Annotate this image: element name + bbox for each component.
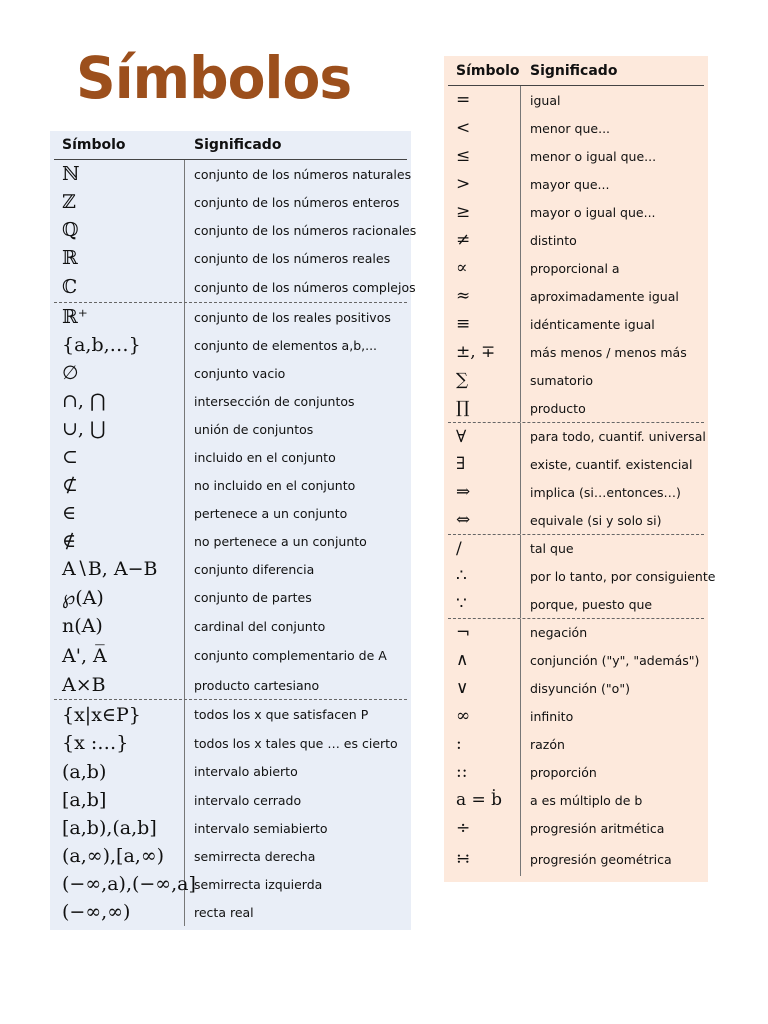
table-row [54,527,407,555]
table-row [54,415,407,443]
symbol-cell: ±, ∓ [448,338,521,366]
symbol-cell: ≡ [448,310,521,338]
table-header [54,131,407,160]
symbol-cell: ∏ [448,394,521,422]
table-row [54,387,407,415]
symbol-cell: ≈ [448,282,521,310]
table-row [448,590,704,618]
table-row [448,562,716,590]
table-row [448,478,704,506]
page-title: Símbolos [76,44,352,112]
meaning-cell: progresión geométrica [530,851,672,867]
table-header [448,56,704,86]
meaning-cell: conjunto diferencia [194,561,315,577]
meaning-cell: negación [530,625,588,640]
table-row [448,226,704,254]
table-row [54,671,407,699]
symbol-cell: ∀ [448,423,521,450]
table-row [54,331,407,359]
symbol-cell: (−∞,a),(−∞,a] [54,870,185,898]
symbol-cell: ∃ [448,450,521,478]
meaning-cell: aproximadamente igual [530,288,679,304]
meaning-cell: más menos / menos más [530,344,687,360]
symbol-cell: ℕ [54,160,185,188]
table-row [448,422,704,450]
symbol-cell: ≥ [448,198,521,226]
meaning-cell: semirrecta izquierda [194,876,323,892]
symbol-cell: ¬ [448,619,521,646]
table-row [448,450,704,478]
table-row [448,842,704,876]
table-row [448,814,704,842]
meaning-cell: existe, cuantif. existencial [530,456,693,472]
symbol-cell: ⇒ [448,478,521,506]
table-row [448,534,704,562]
table-row [448,786,704,814]
symbol-cell: ∪, ⋃ [54,415,185,443]
meaning-cell: incluido en el conjunto [194,449,336,465]
meaning-cell: equivale (si y solo si) [530,512,662,528]
symbol-cell: (−∞,∞) [54,898,185,926]
header-meaning: Significado [194,137,282,153]
symbol-cell: ∺ [448,842,521,876]
meaning-cell: distinto [530,232,577,248]
symbol-cell: / [448,535,521,562]
symbol-cell: ⊄ [54,471,185,499]
symbol-cell: ∉ [54,527,185,555]
symbol-cell: {x :…} [54,729,185,757]
symbol-cell: (a,b) [54,757,185,786]
meaning-cell: conjunto de los números enteros [194,194,400,210]
relations-symbols-table [444,56,716,882]
meaning-cell: infinito [530,708,574,724]
table-row [54,898,407,926]
table-row [54,583,407,612]
meaning-cell: conjunto de los números reales [194,250,391,266]
meaning-cell: progresión aritmética [530,820,665,836]
meaning-cell: disyunción ("o") [530,680,630,696]
symbol-cell: ∅ [54,359,185,387]
table-row [54,188,407,216]
meaning-cell: unión de conjuntos [194,421,314,437]
symbol-cell: > [448,170,521,198]
table-row [54,359,407,387]
meaning-cell: recta real [194,904,254,920]
symbol-cell: : [448,730,521,758]
meaning-cell: conjunto de partes [194,590,312,605]
symbol-cell: ∝ [448,254,521,282]
symbol-cell: [a,b] [54,786,185,814]
symbol-cell: {x|x∈P} [54,700,185,729]
symbol-cell: A×B [54,671,185,699]
meaning-cell: razón [530,736,565,752]
table-row [54,786,407,814]
meaning-cell: no pertenece a un conjunto [194,533,367,549]
symbol-cell: ℘(A) [54,583,185,612]
table-row [54,729,407,757]
symbol-cell: ≠ [448,226,521,254]
table-row [448,338,704,366]
table-row [54,160,412,188]
table-row [448,142,704,170]
table-row [448,702,704,730]
symbol-cell: ⇔ [448,506,521,534]
meaning-cell: cardinal del conjunto [194,618,326,634]
meaning-cell: intervalo semiabierto [194,820,328,836]
symbol-cell: ∞ [448,702,521,730]
header-symbol: Símbolo [62,137,126,153]
meaning-cell: mayor o igual que... [530,204,656,220]
table-row [448,282,704,310]
table-row [448,618,704,646]
table-row [54,302,407,331]
sets-symbols-table [50,131,417,930]
symbol-cell: ℝ [54,244,185,272]
meaning-cell: por lo tanto, por consiguiente [530,568,716,584]
table-row [448,758,704,786]
header-meaning: Significado [530,63,618,79]
meaning-cell: porque, puesto que [530,596,653,612]
symbol-cell: < [448,114,521,142]
meaning-cell: intersección de conjuntos [194,393,355,409]
table-row [54,612,407,640]
symbol-cell: ∧ [448,646,521,674]
symbol-cell: [a,b),(a,b] [54,814,185,842]
table-row [54,244,407,272]
symbol-cell: ℂ [54,272,185,302]
symbol-cell: ℚ [54,216,185,244]
table-row [54,870,407,898]
meaning-cell: mayor que... [530,176,610,192]
table-row [448,114,704,142]
table-row [448,730,704,758]
symbol-cell: ∩, ⋂ [54,387,185,415]
table-row [54,555,407,583]
table-row [54,640,407,671]
table-body [50,160,417,926]
meaning-cell: conjunto de los números naturales [194,166,412,182]
table-row [54,471,407,499]
table-row [54,842,407,870]
table-row [448,198,704,226]
symbol-cell: ≤ [448,142,521,170]
symbol-cell: ∴ [448,562,521,590]
table-row [54,443,407,471]
meaning-cell: conjunto de los números complejos [194,279,416,295]
symbol-cell: :: [448,758,521,786]
meaning-cell: conjunto de elementos a,b,... [194,337,378,353]
meaning-cell: todos los x tales que … es cierto [194,735,398,751]
symbol-cell: = [448,86,521,114]
meaning-cell: producto [530,400,586,416]
table-row [448,674,704,702]
symbol-cell: ∈ [54,499,185,527]
symbol-cell: n(A) [54,612,185,640]
meaning-cell: conjunto complementario de A [194,648,387,663]
meaning-cell: a es múltiplo de b [530,792,643,808]
symbol-cell: ∑ [448,366,521,394]
table-row [54,272,416,302]
meaning-cell: conjunto de los números racionales [194,222,417,238]
meaning-cell: proporcional a [530,260,620,276]
symbol-cell: ∨ [448,674,521,702]
table-row [54,814,407,842]
table-row [448,366,704,394]
table-row [54,757,407,786]
table-row [448,86,704,114]
meaning-cell: conjunto vacio [194,365,286,381]
table-row [54,216,417,244]
meaning-cell: implica (si…entonces…) [530,484,681,500]
symbol-cell: ∵ [448,590,521,618]
symbol-cell: {a,b,…} [54,331,185,359]
meaning-cell: conjunción ("y", "además") [530,652,700,668]
meaning-cell: intervalo cerrado [194,792,302,808]
meaning-cell: menor o igual que... [530,148,657,164]
meaning-cell: menor que... [530,120,611,136]
symbol-cell: ℤ [54,188,185,216]
meaning-cell: para todo, cuantif. universal [530,429,706,444]
meaning-cell: conjunto de los reales positivos [194,309,391,325]
meaning-cell: tal que [530,541,574,556]
meaning-cell: no incluido en el conjunto [194,477,356,493]
symbol-cell: A∖B, A−B [54,555,185,583]
meaning-cell: sumatorio [530,372,594,388]
symbol-cell: ⊂ [54,443,185,471]
meaning-cell: proporción [530,764,597,780]
table-row [448,310,704,338]
symbol-cell: A', A̅ [54,640,185,671]
meaning-cell: semirrecta derecha [194,848,316,864]
table-row [448,254,704,282]
symbol-cell: a = ḃ [448,786,521,814]
table-row [448,646,704,674]
meaning-cell: producto cartesiano [194,677,320,693]
symbol-cell: (a,∞),[a,∞) [54,842,185,870]
meaning-cell: todos los x que satisfacen P [194,707,369,722]
table-row [54,499,407,527]
table-row [448,394,704,422]
table-row [54,699,407,729]
table-row [448,170,704,198]
meaning-cell: intervalo abierto [194,764,298,779]
symbol-cell: ℝ⁺ [54,303,185,331]
symbol-cell: ÷ [448,814,521,842]
table-body [444,86,716,876]
meaning-cell: pertenece a un conjunto [194,505,348,521]
meaning-cell: igual [530,92,561,108]
table-row [448,506,704,534]
meaning-cell: idénticamente igual [530,316,655,332]
header-symbol: Símbolo [456,63,520,79]
